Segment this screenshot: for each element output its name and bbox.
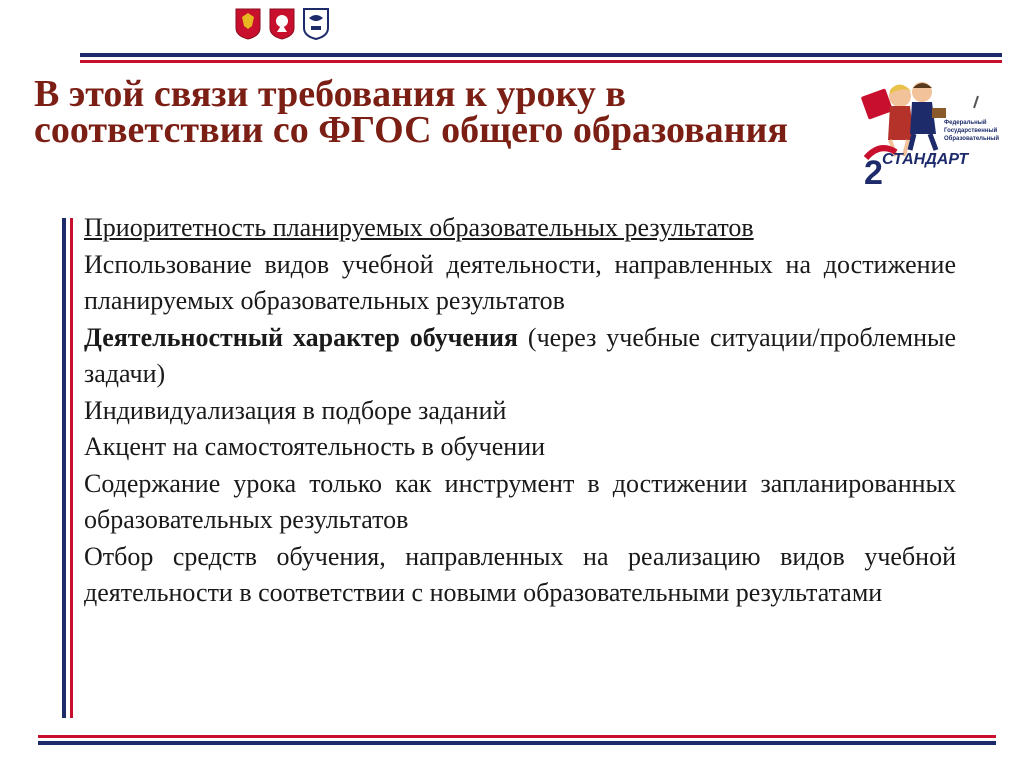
top-rule-red: [80, 60, 1002, 63]
requirements-list: [84, 210, 956, 612]
fgos-standard-logo: [860, 78, 1000, 192]
bottom-rule-navy: [38, 741, 996, 745]
slide-title: В этой связи требования к уроку в соответствии со ФГОС общего образования: [34, 73, 788, 151]
list-item: Отбор средств обучения, направленных на реализацию видов учебной деятельности в соответствии с новыми образовательными результатами: [84, 541, 956, 607]
list-item-text: (через учебные ситуации/проблемные задачи): [84, 322, 956, 388]
list-item: [84, 320, 956, 393]
list-item: [84, 210, 956, 247]
list-item: Индивидуализация в подборе заданий: [84, 395, 507, 425]
logo-text-line-1: Федеральный: [944, 120, 987, 126]
logo-brand: СТАНДАРТ: [882, 151, 969, 168]
list-item: Использование видов учебной деятельности, направленных на достижение планируемых образовательных результатов: [84, 249, 956, 315]
list-item: Акцент на самостоятельность в обучении: [84, 432, 546, 461]
left-rule-navy: [62, 218, 66, 718]
russia-coat-of-arms-icon: [235, 8, 261, 40]
list-item-bold: Деятельностный характер обучения: [84, 322, 518, 352]
logo-number: 2: [864, 154, 883, 192]
moscow-coat-of-arms-icon: [269, 8, 295, 40]
education-emblem-icon: [303, 8, 329, 40]
list-item-text: Приоритетность планируемых образовательных результатов: [84, 213, 754, 242]
top-rule-navy: [80, 53, 1002, 57]
logo-text-line-3: Образовательный: [944, 136, 1000, 142]
left-rule-red: [70, 218, 73, 718]
list-item: Содержание урока только как инструмент в достижении запланированных образовательных результатов: [84, 468, 956, 534]
bottom-rule-red: [38, 735, 996, 738]
logo-text-line-2: Государственный: [944, 128, 998, 134]
